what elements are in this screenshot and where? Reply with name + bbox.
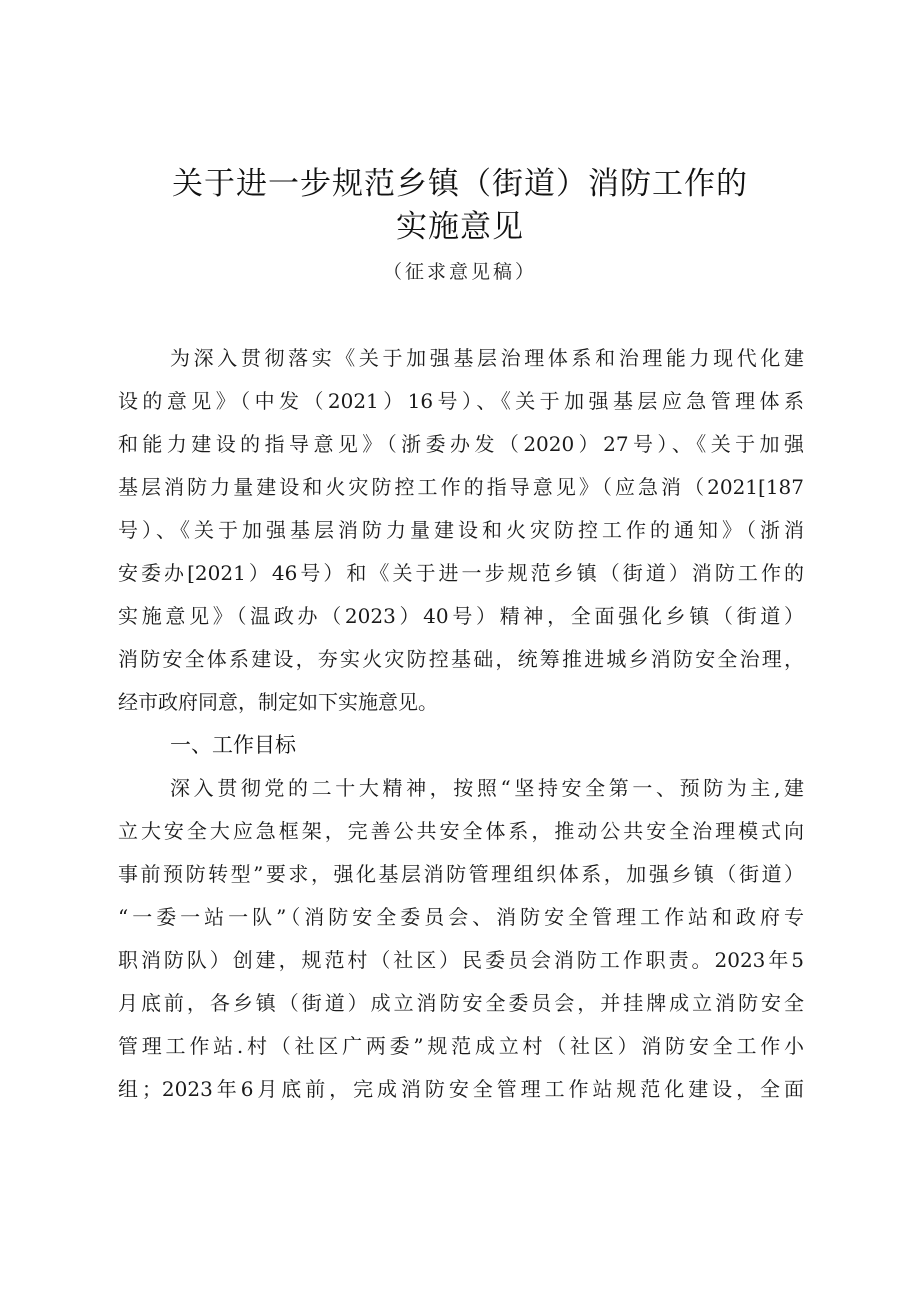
document-title-line-2: 实施意见 [396, 209, 524, 245]
paragraph-2-line: 事前预防转型”要求，强化基层消防管理组织体系，加强乡镇（街道） [118, 862, 804, 886]
paragraph-1-line: 号）、《关于加强基层消防力量建设和火灾防控工作的通知》（浙消 [118, 518, 804, 542]
section-1-heading: 一、工作目标 [170, 733, 296, 757]
paragraph-2-line: 职消防队）创建，规范村（社区）民委员会消防工作职责。2023年5 [118, 948, 804, 972]
paragraph-1-line: 实施意见》（温政办（2023）40号）精神，全面强化乡镇（街道） [118, 604, 804, 628]
paragraph-1-line: 为深入贯彻落实《关于加强基层治理体系和治理能力现代化建 [170, 346, 804, 370]
paragraph-1-line: 和能力建设的指导意见》（浙委办发（2020）27号）、《关于加强 [118, 432, 804, 456]
paragraph-1-line: 经市政府同意，制定如下实施意见。 [118, 690, 438, 714]
paragraph-1-line: 安委办[2021）46号）和《关于进一步规范乡镇（街道）消防工作的 [118, 561, 804, 585]
paragraph-2-line: 立大安全大应急框架，完善公共安全体系，推动公共安全治理模式向 [118, 819, 804, 843]
paragraph-2-line: 管理工作站.村（社区广两委”规范成立村（社区）消防安全工作小 [118, 1034, 804, 1058]
paragraph-2-line: 深入贯彻党的二十大精神，按照“坚持安全第一、预防为主,建 [170, 776, 804, 800]
paragraph-1-line: 消防安全体系建设，夯实火灾防控基础，统筹推进城乡消防安全治理， [118, 647, 804, 671]
paragraph-2-line: “一委一站一队”（消防安全委员会、消防安全管理工作站和政府专 [118, 905, 804, 929]
paragraph-2-line: 组；2023年6月底前，完成消防安全管理工作站规范化建设，全面 [118, 1077, 804, 1101]
document-subtitle: （征求意见稿） [382, 261, 537, 283]
paragraph-2-line: 月底前，各乡镇（街道）成立消防安全委员会，并挂牌成立消防安全 [118, 991, 804, 1015]
paragraph-1-line: 基层消防力量建设和火灾防控工作的指导意见》（应急消（2021[187 [118, 475, 804, 499]
paragraph-1-line: 设的意见》（中发（2021）16号）、《关于加强基层应急管理体系 [118, 389, 804, 413]
document-title-line-1: 关于进一步规范乡镇（街道）消防工作的 [172, 166, 748, 202]
